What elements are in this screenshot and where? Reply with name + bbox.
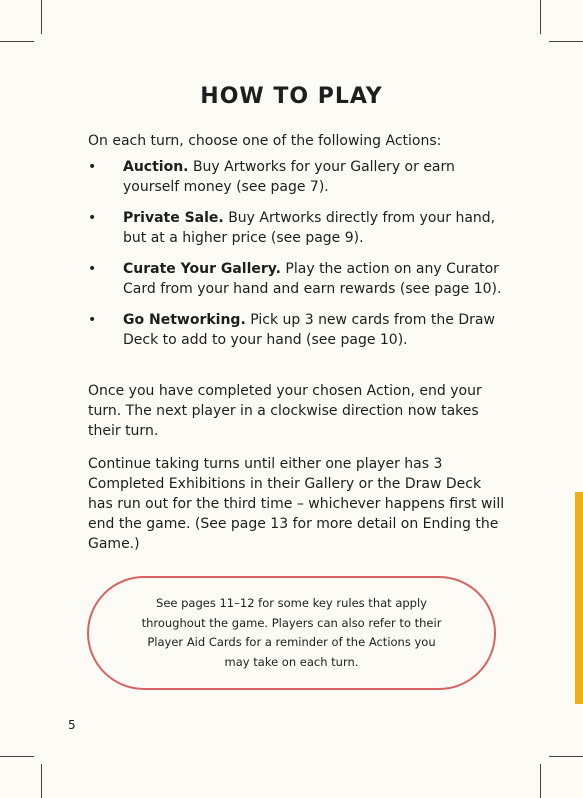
bullet-icon: •: [88, 261, 97, 277]
crop-mark: [549, 756, 583, 757]
crop-mark: [41, 764, 42, 798]
bullet-icon: •: [88, 312, 97, 328]
crop-mark: [540, 764, 541, 798]
page-title: HOW TO PLAY: [200, 84, 383, 109]
crop-mark: [0, 41, 34, 42]
page-number: 5: [68, 718, 76, 732]
bullet-icon: •: [88, 159, 97, 175]
crop-mark: [540, 0, 541, 34]
side-tab: [575, 492, 583, 704]
action-name: Curate Your Gallery.: [123, 261, 281, 277]
list-item: [88, 310, 508, 350]
bullet-icon: •: [88, 210, 97, 226]
actions-list: [88, 157, 508, 361]
action-text: Buy Artworks for your Gallery or earn yourself money (see page 7).: [123, 159, 455, 195]
callout-box: [87, 576, 496, 690]
action-text: Pick up 3 new cards from the Draw Deck to add to your hand (see page 10).: [123, 312, 495, 348]
callout-text: See pages 11–12 for some key rules that apply throughout the game. Players can also refer to their Player Aid Cards for a reminder of the Actions you may take on each turn.: [141, 596, 442, 669]
crop-mark: [41, 0, 42, 34]
list-item: [88, 259, 508, 299]
action-text: Buy Artworks directly from your hand, but at a higher price (see page 9).: [123, 210, 496, 246]
game-end-paragraph: Continue taking turns until either one player has 3 Completed Exhibitions in their Gallery or the Draw Deck has run out for the third time – whichever happens first will end the game. (See page 13 for more detail on Ending the Game.): [88, 456, 505, 552]
action-name: Go Networking.: [123, 312, 246, 328]
crop-mark: [549, 41, 583, 42]
action-text: Play the action on any Curator Card from your hand and earn rewards (see page 10).: [123, 261, 502, 297]
action-name: Auction.: [123, 159, 189, 175]
list-item: [88, 157, 508, 197]
turn-end-paragraph: Once you have completed your chosen Action, end your turn. The next player in a clockwise direction now takes their turn.: [88, 383, 482, 439]
crop-mark: [0, 756, 34, 757]
intro-text: On each turn, choose one of the following Actions:: [88, 133, 442, 149]
action-name: Private Sale.: [123, 210, 224, 226]
list-item: [88, 208, 508, 248]
